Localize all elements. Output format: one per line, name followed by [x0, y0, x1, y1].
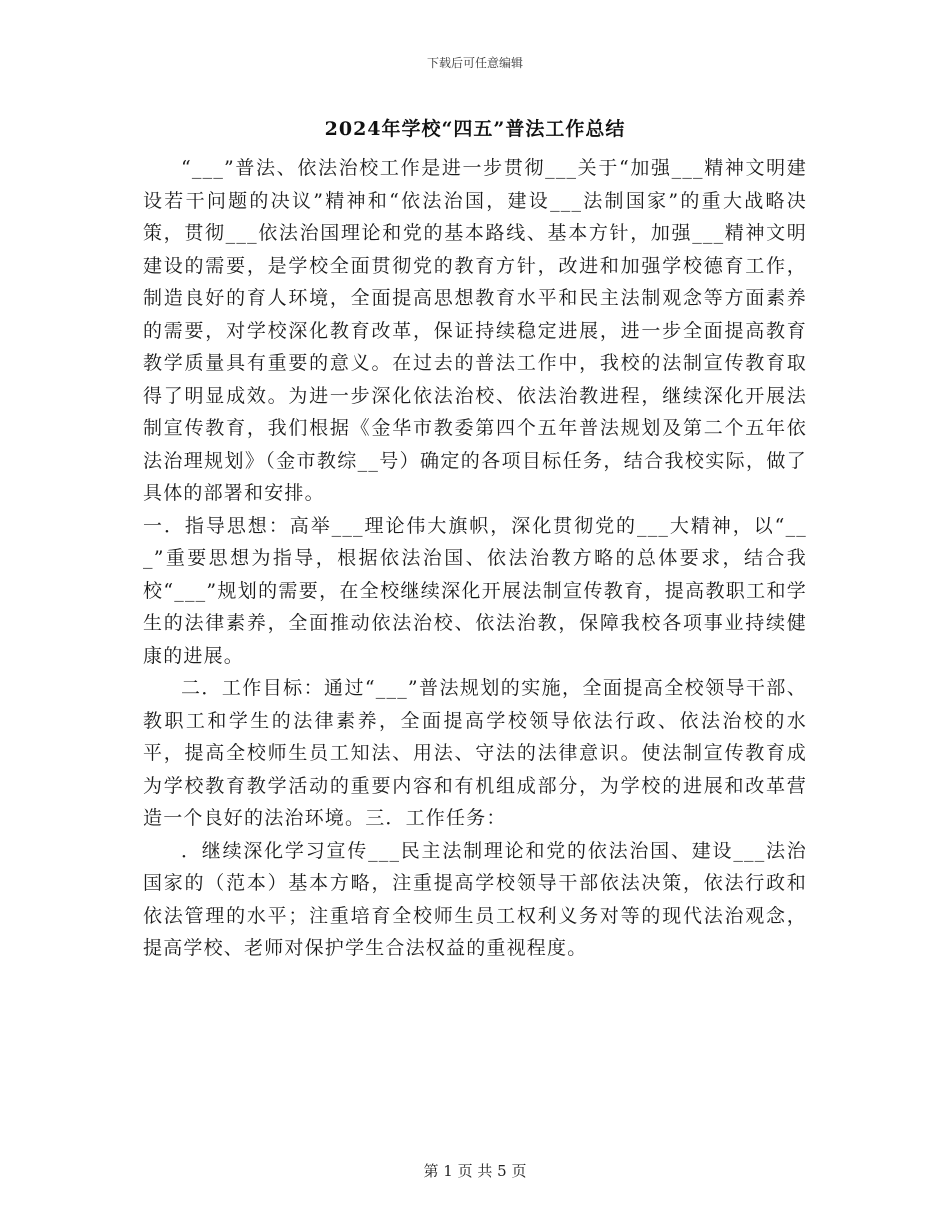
document-body: [143, 152, 807, 965]
paragraph-intro: “___”普法、依法治校工作是进一步贯彻___关于“加强___精神文明建设若干问题的决议”精神和“依法治国，建设___法制国家”的重大战略决策，贯彻___依法治国理论和党的基本路线、基本方针，加强___精神文明建设的需要，是学校全面贯彻党的教育方针，改进和加强学校德育工作，制造良好的育人环境，全面提高思想教育水平和民主法制观念等方面素养的需要，对学校深化教育改革，保证持续稳定进展，进一步全面提高教育教学质量具有重要的意义。在过去的普法工作中，我校的法制宣传教育取得了明显成效。为进一步深化依法治校、依法治教进程，继续深化开展法制宣传教育，我们根据《金华市教委第四个五年普法规划及第二个五年依法治理规划》（金市教综__号）确定的各项目标任务，结合我校实际，做了具体的部署和安排。: [143, 157, 807, 504]
page-number: 第 1 页 共 5 页: [423, 1162, 527, 1180]
header-note: 下载后可任意编辑: [426, 56, 523, 70]
paragraph-guiding-ideology: 一．指导思想：高举___理论伟大旗帜，深化贯彻党的___大精神，以“___”重要思想为指导，根据依法治国、依法治教方略的总体要求，结合我校“___”规划的需要，在全校继续深化开展法制宣传教育，提高教职工和学生的法律素养，全面推动依法治校、依法治教，保障我校各项事业持续健康的进展。: [143, 514, 807, 667]
paragraph-work-tasks: ．继续深化学习宣传___民主法制理论和党的依法治国、建设___法治国家的（范本）基本方略，注重提高学校领导干部依法决策，依法行政和依法管理的水平；注重培育全校师生员工权利义务对等的现代法治观念，提高学校、老师对保护学生合法权益的重视程度。: [143, 839, 807, 959]
paragraph-work-goals: 二．工作目标：通过“___”普法规划的实施，全面提高全校领导干部、教职工和学生的法律素养，全面提高学校领导依法行政、依法治校的水平，提高全校师生员工知法、用法、守法的法律意识。使法制宣传教育成为学校教育教学活动的重要内容和有机组成部分，为学校的进展和改革营造一个良好的法治环境。三．工作任务：: [143, 677, 807, 829]
document-title: 2024年学校“四五”普法工作总结: [324, 118, 626, 140]
